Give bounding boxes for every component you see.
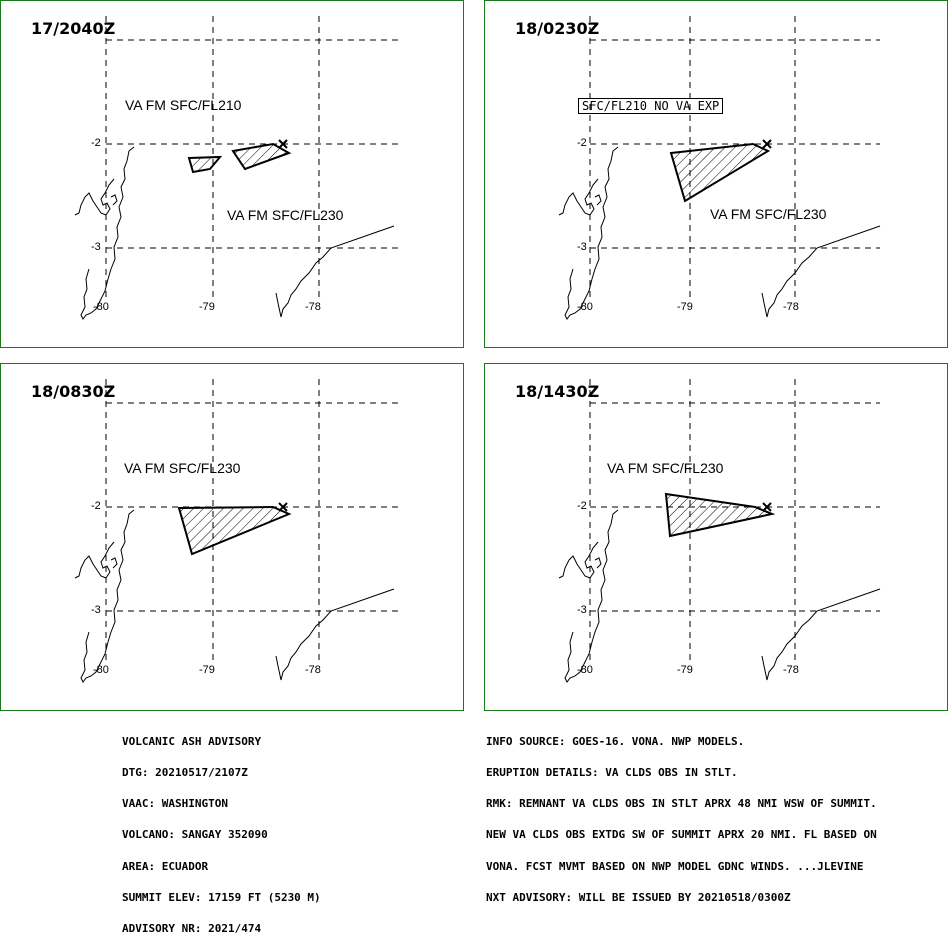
ash-level-label: VA FM SFC/FL230 [710,206,827,222]
ash-level-label: VA FM SFC/FL230 [607,460,724,476]
panel-title: 18/1430Z [515,382,600,401]
map-panel-4 [484,363,948,711]
advisory-line: AREA: ECUADOR [122,859,209,873]
panel-title: 18/0230Z [515,19,600,38]
ash-areas [189,144,289,172]
lon-label: -79 [677,301,693,313]
lat-label: -3 [577,604,587,616]
coastline [75,147,394,319]
ash-level-label: VA FM SFC/FL230 [124,460,241,476]
lat-label: -3 [577,241,587,253]
lat-label: -2 [577,500,587,512]
advisory-line: ADVISORY NR: 2021/474 [122,922,262,936]
lon-label: -78 [305,664,321,676]
advisory-line: ERUPTION DETAILS: VA CLDS OBS IN STLT. [486,766,738,780]
no-ash-notice: SFC/FL210 NO VA EXP [578,98,723,114]
advisory-line: VONA. FCST MVMT BASED ON NWP MODEL GDNC WINDS. ...JLEVINE [486,859,864,873]
advisory-line: VOLCANIC ASH ADVISORY [122,734,262,748]
advisory-line: VAAC: WASHINGTON [122,797,228,811]
lon-label: -79 [677,664,693,676]
advisory-details-block [486,716,877,914]
ash-areas [666,494,772,536]
lon-label: -80 [577,301,593,313]
lat-label: -3 [91,604,101,616]
lat-label: -2 [91,500,101,512]
lon-label: -78 [305,301,321,313]
ash-areas [179,507,289,554]
panel-title: 18/0830Z [31,382,116,401]
lat-label: -3 [91,241,101,253]
advisory-line: NEW VA CLDS OBS EXTDG SW OF SUMMIT APRX 20 NMI. FL BASED ON [486,828,877,842]
lon-label: -79 [199,664,215,676]
advisory-header-block [122,716,321,945]
map-graphic-2 [485,1,949,349]
lon-label: -78 [783,301,799,313]
lat-label: -2 [91,137,101,149]
advisory-line: SUMMIT ELEV: 17159 FT (5230 M) [122,890,321,904]
lon-label: -80 [577,664,593,676]
advisory-line: NXT ADVISORY: WILL BE ISSUED BY 20210518/0300Z [486,890,791,904]
lat-label: -2 [577,137,587,149]
advisory-line: VOLCANO: SANGAY 352090 [122,828,268,842]
lon-label: -79 [199,301,215,313]
map-panel-1 [0,0,464,348]
map-graphic-3 [1,364,465,712]
lon-label: -80 [93,664,109,676]
advisory-line: INFO SOURCE: GOES-16. VONA. NWP MODELS. [486,734,745,748]
ash-level-label: VA FM SFC/FL210 [125,97,242,113]
map-graphic-1 [1,1,465,349]
lon-label: -80 [93,301,109,313]
panel-title: 17/2040Z [31,19,116,38]
advisory-line: RMK: REMNANT VA CLDS OBS IN STLT APRX 48 NMI WSW OF SUMMIT. [486,797,877,811]
map-graphic-4 [485,364,949,712]
coastline [559,510,880,682]
map-panel-2 [484,0,948,348]
lon-label: -78 [783,664,799,676]
map-panel-3 [0,363,464,711]
ash-areas [671,144,768,201]
advisory-line: DTG: 20210517/2107Z [122,766,248,780]
ash-level-label: VA FM SFC/FL230 [227,207,344,223]
